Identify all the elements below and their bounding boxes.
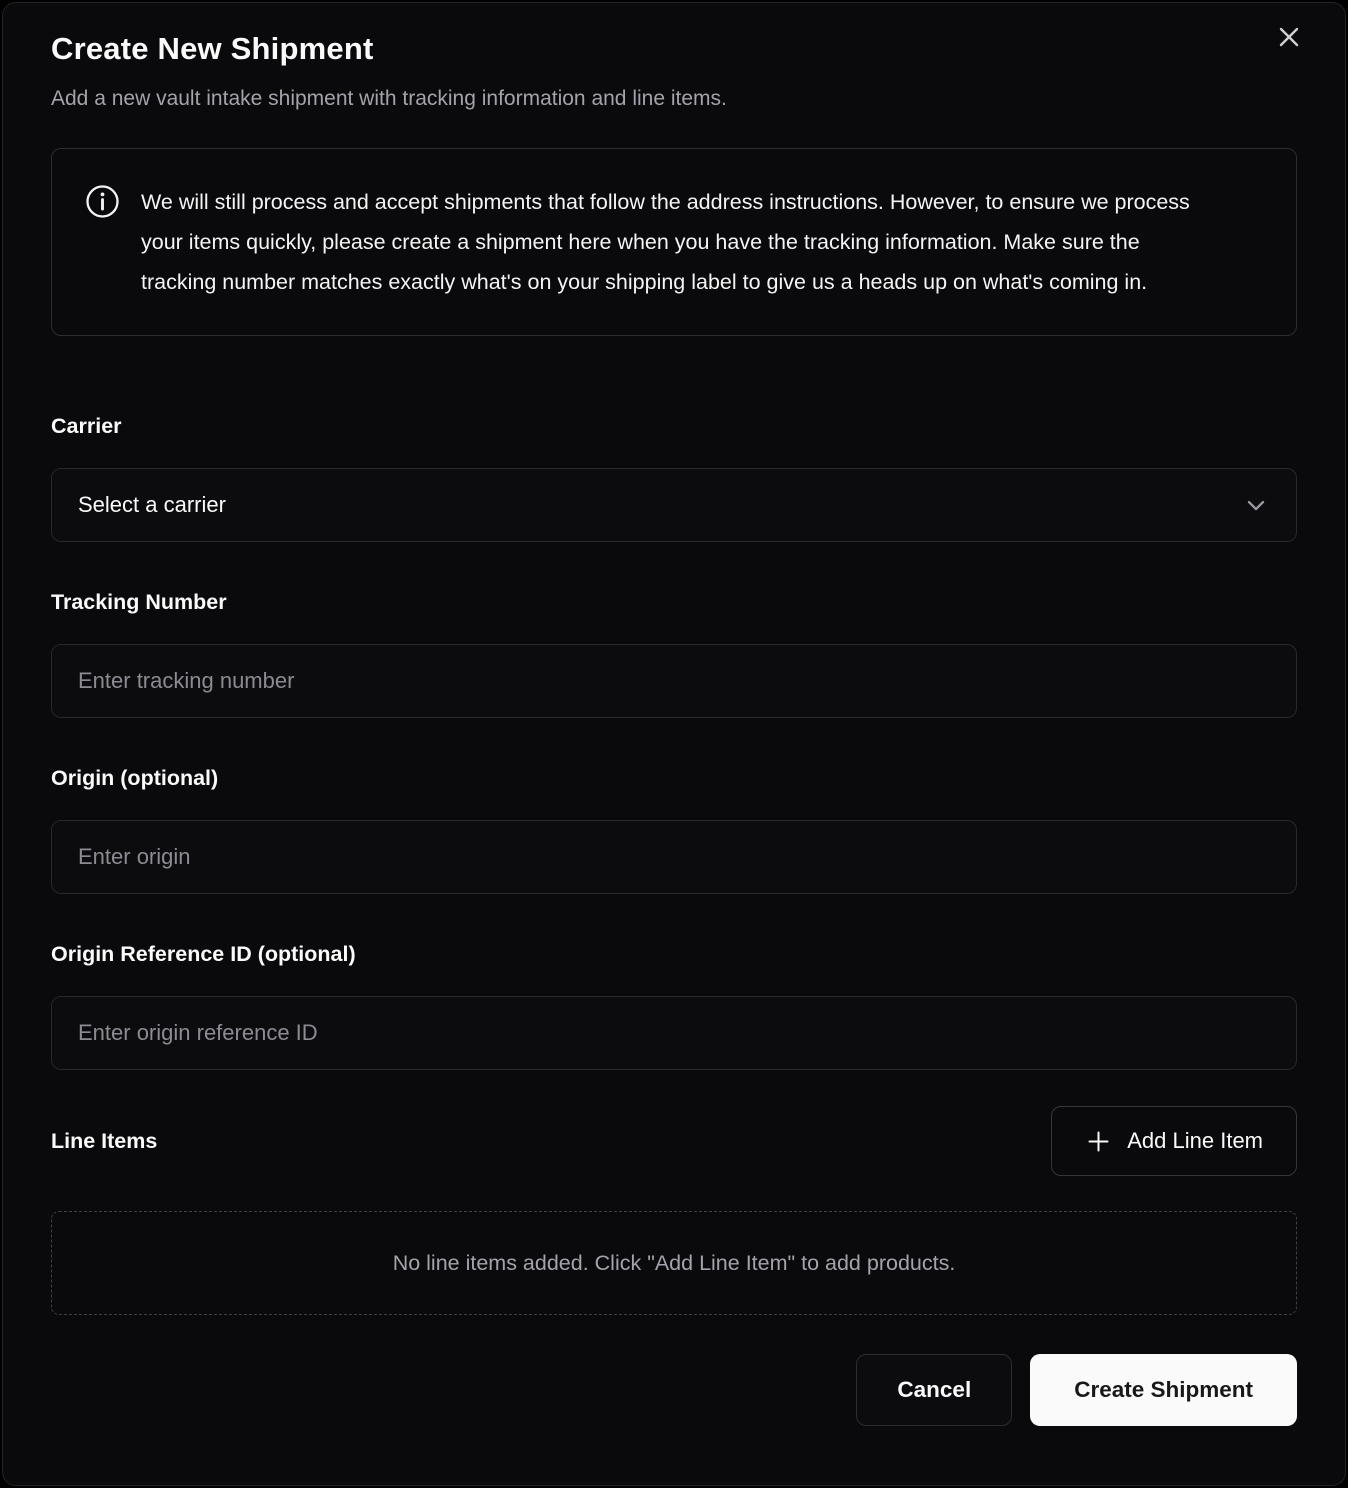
add-line-item-label: Add Line Item bbox=[1127, 1128, 1263, 1153]
close-button[interactable] bbox=[1271, 19, 1307, 55]
carrier-select[interactable] bbox=[51, 468, 1297, 542]
shipment-notice bbox=[51, 148, 1297, 336]
line-items-label: Line Items bbox=[51, 1129, 158, 1153]
carrier-label: Carrier bbox=[51, 414, 122, 438]
tracking-number-label: Tracking Number bbox=[51, 590, 227, 614]
empty-state-text: No line items added. Click "Add Line Item" to add products. bbox=[392, 1250, 956, 1275]
create-shipment-button[interactable]: Create Shipment bbox=[1030, 1354, 1297, 1426]
origin-label: Origin (optional) bbox=[51, 766, 219, 790]
create-shipment-modal bbox=[2, 2, 1346, 1486]
origin-input[interactable] bbox=[51, 820, 1297, 894]
notice-text: We will still process and accept shipments that follow the address instructions. However, to ensure we process your items quickly, please create a shipment here when you have the tracking information. Make sure the tracking number matches exactly what's on your shipping label to give us a heads up on what's coming in. bbox=[141, 190, 1190, 294]
cancel-button[interactable]: Cancel bbox=[856, 1354, 1012, 1426]
page-title: Create New Shipment bbox=[51, 31, 374, 66]
modal-subtitle: Add a new vault intake shipment with tracking information and line items. bbox=[51, 87, 727, 110]
close-icon bbox=[1275, 23, 1303, 51]
chevron-down-icon bbox=[1242, 491, 1270, 519]
origin-reference-id-label: Origin Reference ID (optional) bbox=[51, 942, 356, 966]
origin-reference-id-input[interactable] bbox=[51, 996, 1297, 1070]
plus-icon bbox=[1085, 1128, 1112, 1155]
line-items-empty-state bbox=[51, 1211, 1297, 1315]
line-items-header bbox=[51, 1106, 1297, 1176]
modal-footer bbox=[51, 1354, 1297, 1426]
carrier-select-value: Select a carrier bbox=[78, 492, 226, 517]
info-circle-icon bbox=[85, 184, 120, 224]
tracking-number-input[interactable] bbox=[51, 644, 1297, 718]
add-line-item-button[interactable] bbox=[1051, 1106, 1297, 1176]
